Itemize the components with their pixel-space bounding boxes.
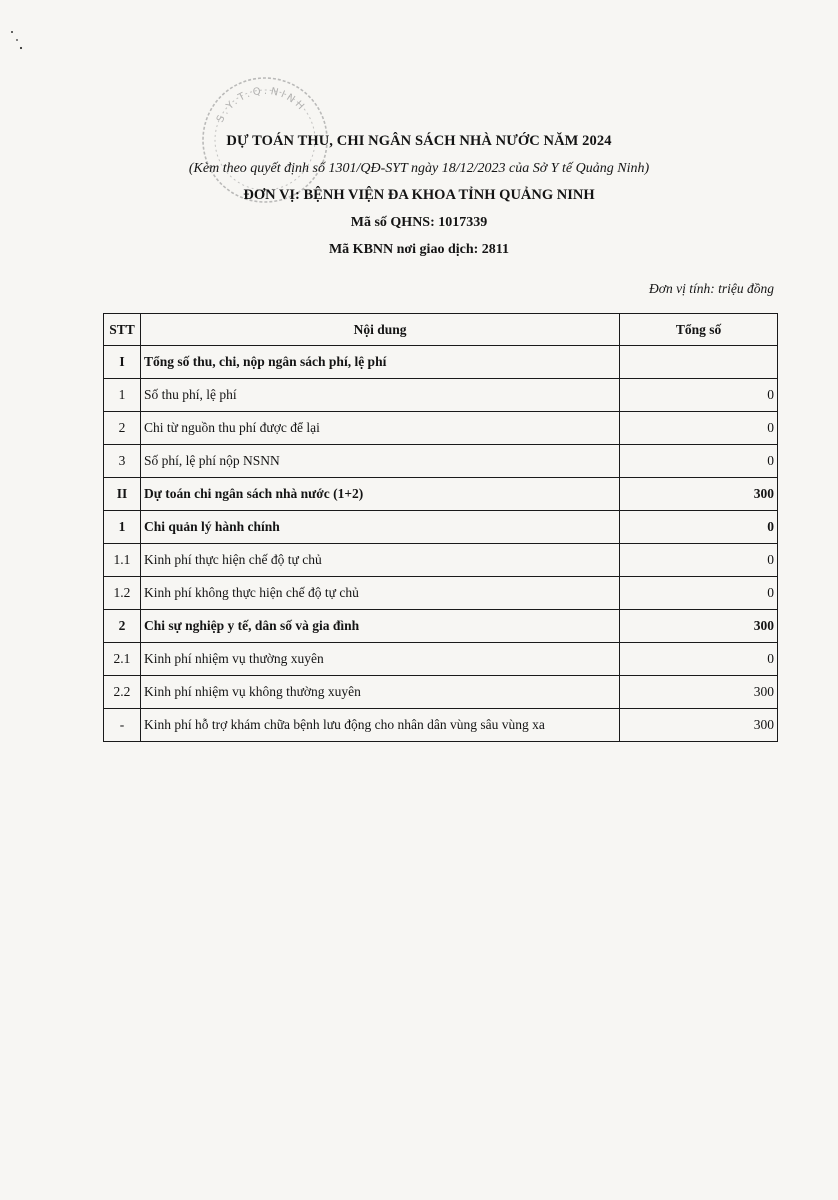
row-stt: 2.1: [104, 643, 141, 676]
row-total: 300: [620, 709, 778, 742]
row-content: Chi quản lý hành chính: [140, 511, 619, 544]
row-stt: 2.2: [104, 676, 141, 709]
row-stt: 2: [104, 610, 141, 643]
table-row: [104, 412, 778, 445]
table-row: [104, 577, 778, 610]
row-content: Số phí, lệ phí nộp NSNN: [140, 445, 619, 478]
row-total: 0: [620, 412, 778, 445]
table-row: [104, 643, 778, 676]
row-content: Tổng số thu, chi, nộp ngân sách phí, lệ phí: [140, 346, 619, 379]
table-row: [104, 610, 778, 643]
scan-specks: [8, 28, 28, 58]
svg-text:S.Y.T.Q.NINH: [215, 86, 308, 125]
table-row: [104, 379, 778, 412]
row-content: Kinh phí nhiệm vụ không thường xuyên: [140, 676, 619, 709]
table-row: [104, 544, 778, 577]
row-content: Dự toán chi ngân sách nhà nước (1+2): [140, 478, 619, 511]
row-stt: 1.1: [104, 544, 141, 577]
table-row: [104, 511, 778, 544]
table-row: [104, 346, 778, 379]
header-stt: STT: [104, 314, 141, 346]
row-content: Kinh phí hỗ trợ khám chữa bệnh lưu động cho nhân dân vùng sâu vùng xa: [140, 709, 619, 742]
table-body: [104, 346, 778, 742]
budget-table: [103, 313, 778, 742]
row-total: 0: [620, 445, 778, 478]
row-stt: 1: [104, 379, 141, 412]
row-total: 300: [620, 676, 778, 709]
document-title: DỰ TOÁN THU, CHI NGÂN SÁCH NHÀ NƯỚC NĂM 2024: [226, 133, 612, 149]
row-total: 0: [620, 511, 778, 544]
stamp-text: S.Y.T.Q.NINH: [214, 85, 308, 125]
row-stt: 3: [104, 445, 141, 478]
kbnn-code: Mã KBNN nơi giao dịch: 2811: [328, 242, 510, 257]
row-total: [620, 346, 778, 379]
row-content: Kinh phí thực hiện chế độ tự chủ: [140, 544, 619, 577]
row-total: 0: [620, 577, 778, 610]
row-total: 300: [620, 610, 778, 643]
table-row: [104, 676, 778, 709]
table-row: [104, 709, 778, 742]
table-header-row: [104, 314, 778, 346]
row-stt: 1: [104, 511, 141, 544]
document-subtitle: (Kèm theo quyết định số 1301/QĐ-SYT ngày 18/12/2023 của Sở Y tế Quảng Ninh): [188, 161, 650, 176]
header-content: Nội dung: [140, 314, 619, 346]
row-content: Kinh phí nhiệm vụ thường xuyên: [140, 643, 619, 676]
row-content: Chi sự nghiệp y tế, dân số và gia đình: [140, 610, 619, 643]
unit-name: ĐƠN VỊ: BỆNH VIỆN ĐA KHOA TỈNH QUẢNG NINH: [243, 187, 595, 203]
unit-note: Đơn vị tính: triệu đồng: [649, 281, 774, 296]
qhns-code: Mã số QHNS: 1017339: [350, 215, 488, 230]
row-stt: II: [104, 478, 141, 511]
row-content: Kinh phí không thực hiện chế độ tự chủ: [140, 577, 619, 610]
row-total: 0: [620, 379, 778, 412]
table-row: [104, 445, 778, 478]
row-content: Chi từ nguồn thu phí được để lại: [140, 412, 619, 445]
table-row: [104, 478, 778, 511]
row-total: 0: [620, 544, 778, 577]
row-content: Số thu phí, lệ phí: [140, 379, 619, 412]
row-stt: I: [104, 346, 141, 379]
row-stt: 1.2: [104, 577, 141, 610]
header-total: Tổng số: [620, 314, 778, 346]
row-stt: -: [104, 709, 141, 742]
row-stt: 2: [104, 412, 141, 445]
row-total: 0: [620, 643, 778, 676]
row-total: 300: [620, 478, 778, 511]
